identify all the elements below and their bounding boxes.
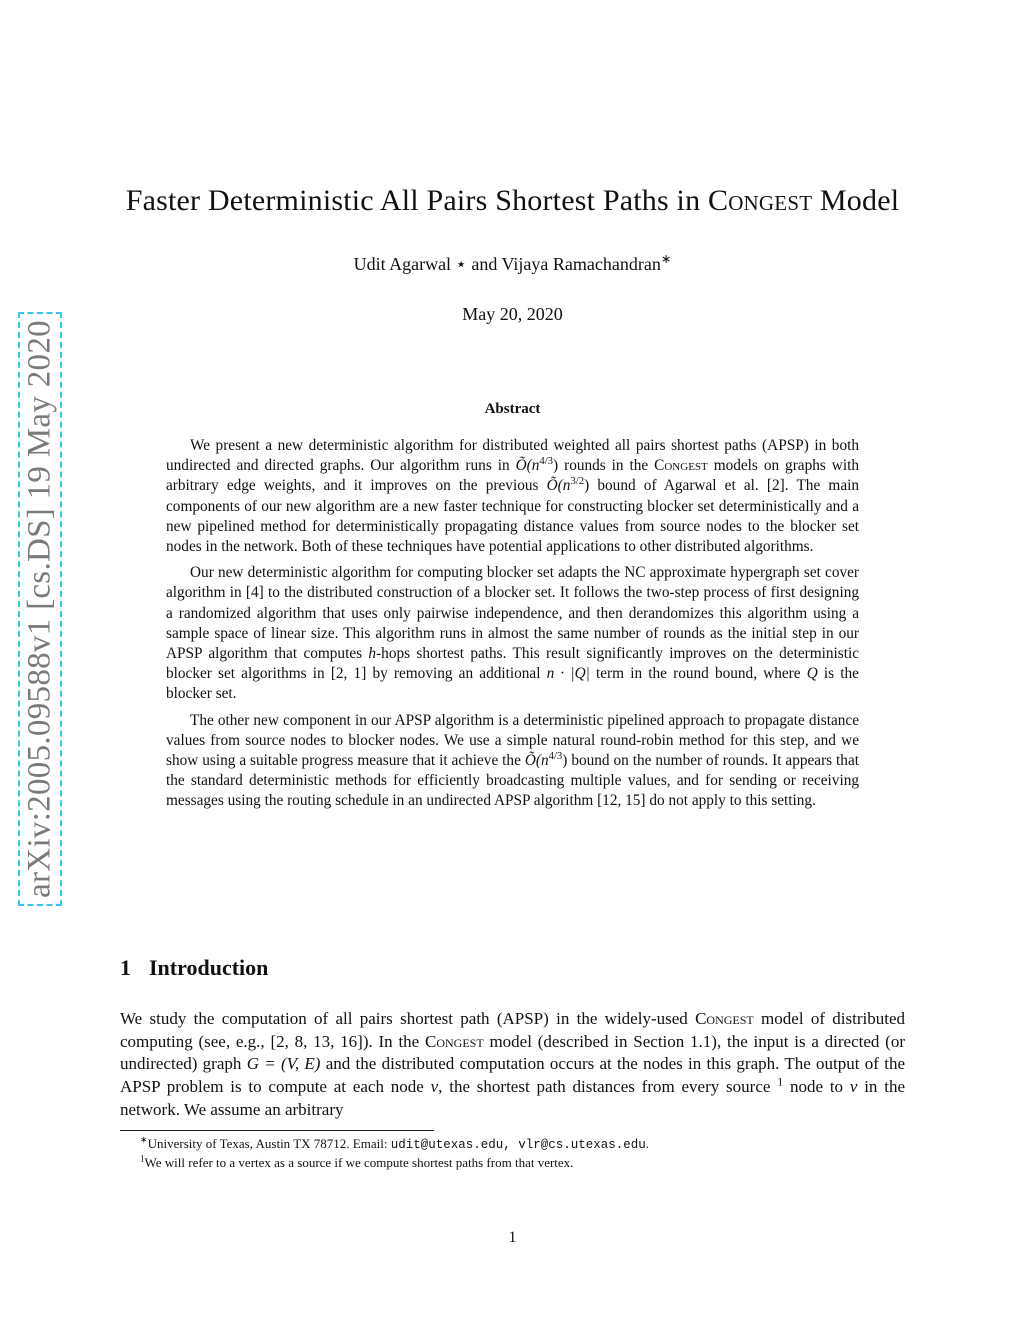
section-number: 1 <box>120 955 131 980</box>
arxiv-identifier: arXiv:2005.09588v1 [cs.DS] 19 May 2020 <box>21 320 58 898</box>
page-number: 1 <box>508 1229 517 1246</box>
footnote-ref-1[interactable]: 1 <box>777 1074 784 1089</box>
paper-title: Faster Deterministic All Pairs Shortest Paths in Congest Model <box>125 184 900 217</box>
section-title: Introduction <box>149 955 269 980</box>
congest-model-name: Congest <box>707 184 813 217</box>
footnote-affiliation: ∗University of Texas, Austin TX 78712. Email: udit@utexas.edu, vlr@cs.utexas.edu. <box>140 1134 649 1152</box>
footnote-divider <box>120 1130 434 1131</box>
introduction-paragraph: We study the computation of all pairs shortest path (APSP) in the widely-used Congest model of distributed computing (see, e.g., [2, 8, 13, 16]). In the Congest model (described in Section 1.1), the input is a directed (or undirected) graph G = (V, E) and the distributed computation occurs at the nodes in this graph. The output of the APSP problem is to compute at each node v, the shortest path distances from every source $^1$ node to v in the network. We assume an arbitrary <box>120 1009 906 1119</box>
author-footnote-marker: ∗ <box>660 252 672 266</box>
footnote-source-definition: $^1$We will refer to a vertex as a source if we compute shortest paths from that vertex. <box>140 1153 574 1170</box>
paper-date: May 20, 2020 <box>462 304 563 324</box>
arxiv-stamp <box>18 312 62 906</box>
authors: Udit Agarwal ⋆ and Vijaya Ramachandran∗ <box>353 252 672 274</box>
abstract-body <box>166 436 859 818</box>
section-heading-introduction <box>120 955 268 981</box>
abstract-paragraph-2: Our new deterministic algorithm for computing blocker set adapts the NC approximate hypergraph set cover algorithm in [4] to the distributed construction of a blocker set. It follows the two-step process of first designing a randomized algorithm that uses only pairwise independence, and then derandomizes this algorithm using a sample space of linear size. This algorithm runs in almost the same number of rounds as the initial step in our APSP algorithm that computes h-hops shortest paths. This result significantly improves on the deterministic blocker set algorithms in [2, 1] by removing an additional n · |Q| term in the round bound, where Q is the blocker set. <box>166 564 859 703</box>
author-emails: udit@utexas.edu, vlr@cs.utexas.edu <box>390 1138 646 1152</box>
abstract-heading: Abstract <box>484 401 541 417</box>
footnotes <box>120 1135 905 1172</box>
abstract-paragraph-1: We present a new deterministic algorithm for distributed weighted all pairs shortest paths (APSP) in both undirected and directed graphs. Our algorithm runs in $Õ(n^{4/3})$ rounds in the Congest models on graphs with arbitrary edge weights, and it improves on the previous $Õ(n^{3/2})$ bound of Agarwal et al. [2]. The main components of our new algorithm are a new faster technique for constructing blocker set deterministically and a new pipelined method for deterministically propagating distance values from source nodes to the blocker set nodes in the network. Both of these techniques have potential applications to other distributed algorithms. <box>166 437 860 556</box>
abstract-paragraph-3: The other new component in our APSP algorithm is a deterministic pipelined approach to propagate distance values from source nodes to blocker nodes. We use a simple natural round-robin method for this step, and we show using a suitable progress measure that it achieve the $Õ(n^{4/3})$ bound on the number of rounds. It appears that the standard deterministic methods for efficiently broadcasting multiple values, and for sending or receiving messages using the routing schedule in an undirected APSP algorithm [12, 15] do not apply to this setting. <box>166 711 859 810</box>
